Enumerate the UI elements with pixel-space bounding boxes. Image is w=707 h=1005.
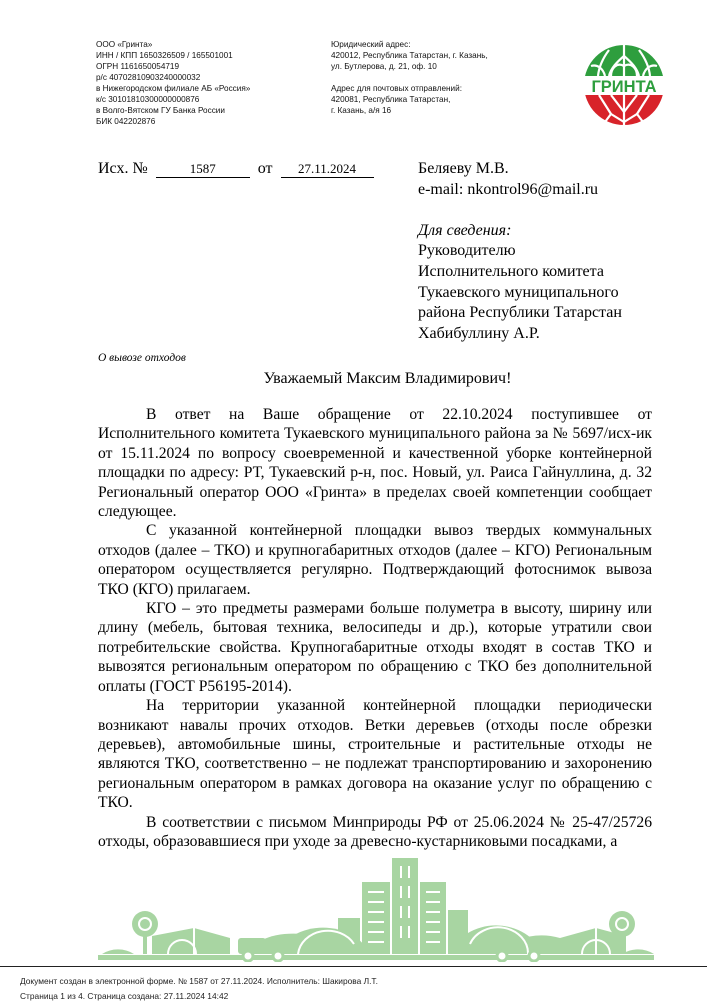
bank-name: в Волго-Вятском ГУ Банка России: [96, 106, 225, 115]
footer-document-info: Документ создан в электронной форме. № 1587 от 27.11.2024. Исполнитель: Шакирова Л.Т.: [20, 976, 378, 986]
legal-address-label: Юридический адрес:: [331, 40, 411, 49]
reference-number: 1587: [156, 160, 250, 178]
postal-address-line2: г. Казань, а/я 16: [331, 106, 392, 115]
letter-body: [98, 405, 652, 851]
footer-divider: [0, 966, 707, 967]
salutation: Уважаемый Максим Владимирович!: [263, 370, 512, 387]
document-footer: [20, 974, 378, 1004]
body-paragraph: С указанной контейнерной площадки вывоз твердых коммунальных отходов (далее – ТКО) и крупногабаритных отходов (далее – КГО) Региональным оператором осуществляется регулярно. Подтверждающий фотоснимок вывоза ТКО (КГО) прилагаем.: [98, 522, 652, 598]
cc-line-5: Хабибуллину А.Р.: [418, 324, 540, 342]
company-addresses: [331, 39, 488, 116]
legal-address-line1: 420012, Республика Татарстан, г. Казань,: [331, 51, 488, 60]
company-requisites: [96, 39, 250, 127]
bik: БИК 042202876: [96, 117, 156, 126]
cc-line-1: Руководителю: [418, 242, 516, 260]
body-paragraph: В ответ на Ваше обращение от 22.10.2024 поступившее от Исполнительного комитета Тукаевского муниципального района за № 5697/исх-ик от 15.11.2024 по вопросу своевременной и качественной уборке контейнерной площадки по адресу: РТ, Тукаевский р-н, пос. Новый, ул. Раиса Гайнуллина, д. 32 Региональный оператор ООО «Гринта» в пределах своей компетенции сообщает следующее.: [98, 406, 652, 521]
cc-label: Для сведения:: [418, 221, 512, 239]
reference-from-label: от: [257, 160, 273, 177]
city-skyline-illustration: [98, 858, 654, 962]
cc-line-3: Тукаевского муниципального: [418, 283, 619, 301]
svg-text:ГРИНТА: ГРИНТА: [591, 78, 657, 96]
settlement-account: р/с 40702810903240000032: [96, 73, 201, 82]
inn-kpp: ИНН / КПП 1650326509 / 165501001: [96, 51, 233, 60]
body-paragraph: КГО – это предметы размерами больше полуметра в высоту, ширину или длину (мебель, бытовая техника, велосипеды и др.), которые утратили свои потребительские свойства. Крупногабаритные отходы входят в состав ТКО и вывозятся региональным оператором по обращению с ТКО без дополнительной оплаты (ГОСТ Р56195-2014).: [98, 600, 652, 695]
body-paragraph: В соответствии с письмом Минприроды РФ от 25.06.2024 № 25-47/25726 отходы, образовавшиеся при уходе за древесно-кустарниковыми посадками, а: [98, 813, 652, 850]
bank-branch: в Нижегородском филиале АБ «Россия»: [96, 84, 251, 93]
addressee-name: Беляеву М.В.: [418, 160, 509, 177]
postal-address-line1: 420081, Республика Татарстан,: [331, 95, 451, 104]
outgoing-reference: [98, 159, 374, 179]
legal-address-line2: ул. Бутлерова, д. 21, оф. 10: [331, 62, 437, 71]
company-name: ООО «Гринта»: [96, 40, 153, 49]
correspondent-account: к/с 30101810300000000876: [96, 95, 200, 104]
ogrn: ОГРН 1161650054719: [96, 62, 180, 71]
footer-page-info: Страница 1 из 4. Страница создана: 27.11.2024 14:42: [20, 991, 229, 1001]
addressee-email: e-mail: nkontrol96@mail.ru: [418, 180, 599, 198]
city-skyline-icon: [98, 858, 654, 962]
body-paragraph: На территории указанной контейнерной площадки периодически возникают навалы прочих отходов. Ветки деревьев (отходы после обрезки деревьев), автомобильные шины, строительные и растительные отходы не являются ТКО, соответственно – не подлежат транспортированию и захоронению региональным оператором в рамках договора на оказание услуг по обращению с ТКО.: [98, 697, 652, 812]
reference-date: 27.11.2024: [281, 160, 374, 178]
cc-line-2: Исполнительного комитета: [418, 262, 604, 280]
letter-subject: О вывозе отходов: [98, 352, 186, 364]
cc-line-4: района Республики Татарстан: [418, 304, 622, 322]
addressee-block: [418, 159, 622, 344]
globe-logo-icon: [581, 42, 667, 128]
postal-address-label: Адрес для почтовых отправлений:: [331, 84, 462, 93]
grinta-logo: [581, 42, 667, 128]
reference-prefix: Исх. №: [98, 160, 148, 177]
